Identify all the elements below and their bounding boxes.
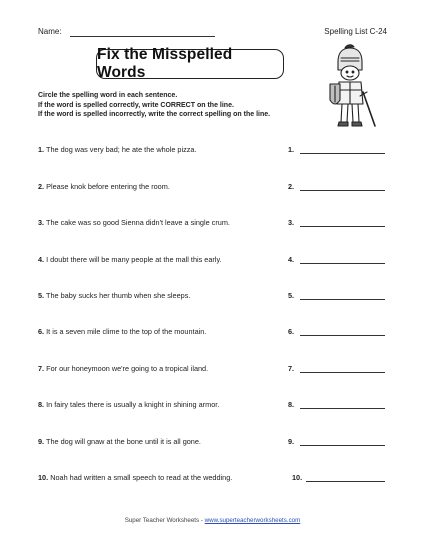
question-number: 1. [38, 145, 45, 154]
answer-line[interactable] [300, 226, 385, 227]
answer-number: 3. [288, 218, 295, 227]
question-text: Please knok before entering the room. [46, 182, 170, 191]
question-number: 8. [38, 400, 45, 409]
spelling-list-id: Spelling List C-24 [324, 27, 387, 36]
footer-brand: Super Teacher Worksheets [124, 517, 200, 524]
question-number: 9. [38, 437, 45, 446]
question-text: I doubt there will be many people at the mall this early. [46, 255, 222, 264]
footer-separator: - [200, 517, 203, 524]
answer-number: 4. [288, 255, 295, 264]
answer-line[interactable] [300, 153, 385, 154]
answer-number: 8. [288, 400, 295, 409]
question-text: The baby sucks her thumb when she sleeps. [46, 291, 191, 300]
question-number: 3. [38, 218, 45, 227]
question-1 [38, 145, 388, 157]
answer-line[interactable] [300, 408, 385, 409]
question-number: 7. [38, 364, 45, 373]
answer-number: 5. [288, 291, 295, 300]
answer-number: 9. [288, 437, 295, 446]
question-text: The dog was very bad; he ate the whole pizza. [46, 145, 197, 154]
instructions [38, 91, 270, 120]
answer-line[interactable] [300, 372, 385, 373]
instruction-line: If the word is spelled incorrectly, write the correct spelling on the line. [38, 111, 271, 119]
name-line[interactable] [70, 36, 215, 37]
header [38, 27, 387, 39]
page-title: Fix the Misspelled Words [97, 46, 233, 81]
question-number: 10. [38, 473, 49, 482]
answer-number: 6. [288, 327, 295, 336]
question-6 [38, 327, 388, 339]
footer [0, 517, 425, 524]
question-number: 4. [38, 255, 45, 264]
answer-line[interactable] [300, 190, 385, 191]
question-2 [38, 182, 388, 194]
name-label: Name: [38, 27, 62, 36]
question-number: 5. [38, 291, 45, 300]
answer-number: 1. [288, 145, 295, 154]
question-7 [38, 364, 388, 376]
question-8 [38, 400, 388, 412]
question-number: 6. [38, 327, 45, 336]
question-9 [38, 437, 388, 449]
answer-line[interactable] [300, 335, 385, 336]
question-text: For our honeymoon we're going to a tropical iland. [46, 364, 209, 373]
answer-line[interactable] [300, 263, 385, 264]
question-10 [38, 473, 388, 485]
knight-icon [321, 44, 379, 136]
answer-number: 10. [292, 473, 303, 482]
question-4 [38, 255, 388, 267]
question-3 [38, 218, 388, 230]
question-text: It is a seven mile clime to the top of the mountain. [46, 327, 207, 336]
question-number: 2. [38, 182, 45, 191]
answer-line[interactable] [306, 481, 385, 482]
instruction-line: Circle the spelling word in each sentence. [38, 92, 178, 99]
instruction-line: If the word is spelled correctly, write CORRECT on the line. [38, 101, 234, 109]
question-text: Noah had written a small speech to read at the wedding. [50, 473, 233, 482]
question-5 [38, 291, 388, 303]
answer-line[interactable] [300, 299, 385, 300]
question-text: The cake was so good Sienna didn't leave a single crum. [46, 218, 230, 227]
question-text: In fairy tales there is usually a knight in shining armor. [46, 400, 220, 409]
question-text: The dog will gnaw at the bone until it is all gone. [46, 437, 201, 446]
answer-line[interactable] [300, 445, 385, 446]
answer-number: 7. [288, 364, 295, 373]
title-box [96, 46, 284, 81]
footer-link[interactable]: www.superteacherworksheets.com [204, 517, 301, 524]
answer-number: 2. [288, 182, 295, 191]
